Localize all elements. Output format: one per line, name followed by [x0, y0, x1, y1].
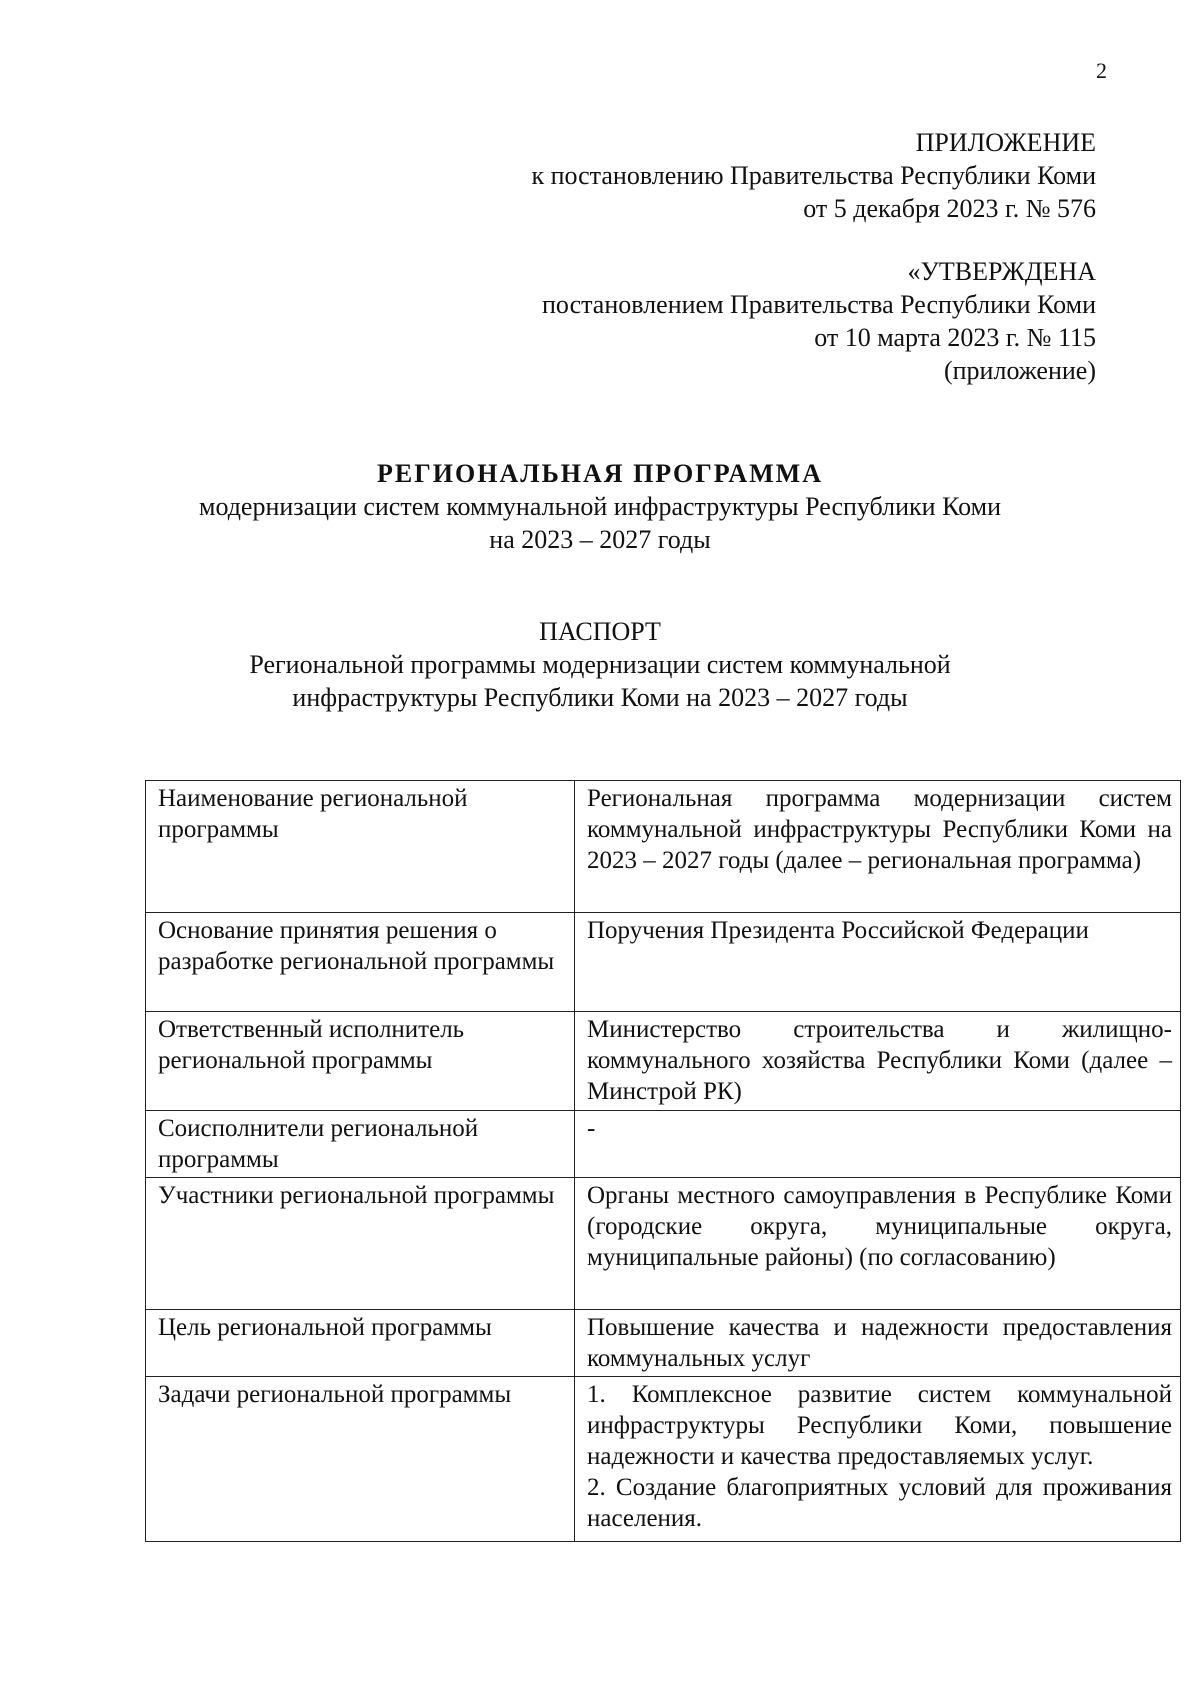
row-label: Основание принятия решения о разработке региональной программы [146, 913, 575, 1012]
row-label: Соисполнители региональной программы [146, 1111, 575, 1178]
row-value: Министерство строительства и жилищно-коммунального хозяйства Республики Коми (далее – Минстрой РК) [575, 1012, 1181, 1111]
program-title-block [0, 457, 1200, 556]
approved-reference: постановлением Правительства Республики Коми [542, 290, 1096, 319]
approved-date: от 10 марта 2023 г. № 115 [814, 323, 1096, 352]
table-row [146, 913, 1181, 1012]
table-row [146, 1178, 1181, 1310]
table-row [146, 1012, 1181, 1111]
passport-table [145, 780, 1181, 1542]
row-value [575, 1377, 1181, 1542]
table-row [146, 1377, 1181, 1542]
table-row [146, 781, 1181, 913]
row-label: Цель региональной программы [146, 1310, 575, 1377]
row-label: Ответственный исполнитель региональной программы [146, 1012, 575, 1111]
program-title: РЕГИОНАЛЬНАЯ ПРОГРАММА [377, 459, 823, 488]
table-row [146, 1310, 1181, 1377]
appendix-date: от 5 декабря 2023 г. № 576 [803, 194, 1096, 223]
appendix-block [531, 126, 1096, 225]
program-subtitle-line1: модернизации систем коммунальной инфраструктуры Республики Коми [199, 492, 1001, 521]
passport-subtitle-line2: инфраструктуры Республики Коми на 2023 – 2027 годы [292, 683, 908, 712]
passport-title-block [0, 615, 1200, 714]
task-item: 1. Комплексное развитие систем коммунальной инфраструктуры Республики Коми, повышение надежности и качества предоставляемых услуг. [587, 1381, 1172, 1470]
page-number: 2 [1096, 58, 1107, 83]
row-value: Повышение качества и надежности предоставления коммунальных услуг [575, 1310, 1181, 1377]
approved-heading: «УТВЕРЖДЕНА [907, 257, 1096, 286]
program-subtitle-line2: на 2023 – 2027 годы [489, 525, 711, 554]
row-label: Наименование региональной программы [146, 781, 575, 913]
row-value: Органы местного самоуправления в Республике Коми (городские округа, муниципальные округа, муниципальные районы) (по согласованию) [575, 1178, 1181, 1310]
row-value: Региональная программа модернизации систем коммунальной инфраструктуры Республики Коми на 2023 – 2027 годы (далее – региональная программа) [575, 781, 1181, 913]
row-value: - [575, 1111, 1181, 1178]
appendix-reference: к постановлению Правительства Республики Коми [531, 161, 1096, 190]
approved-note: (приложение) [943, 356, 1096, 385]
appendix-heading: ПРИЛОЖЕНИЕ [915, 128, 1096, 157]
table-row [146, 1111, 1181, 1178]
passport-subtitle-line1: Региональной программы модернизации систем коммунальной [249, 650, 951, 679]
row-label: Задачи региональной программы [146, 1377, 575, 1542]
approved-block [542, 255, 1096, 387]
row-value: Поручения Президента Российской Федерации [575, 913, 1181, 1012]
row-label: Участники региональной программы [146, 1178, 575, 1310]
passport-title: ПАСПОРТ [539, 617, 661, 646]
task-item: 2. Создание благоприятных условий для проживания населения. [587, 1474, 1172, 1532]
